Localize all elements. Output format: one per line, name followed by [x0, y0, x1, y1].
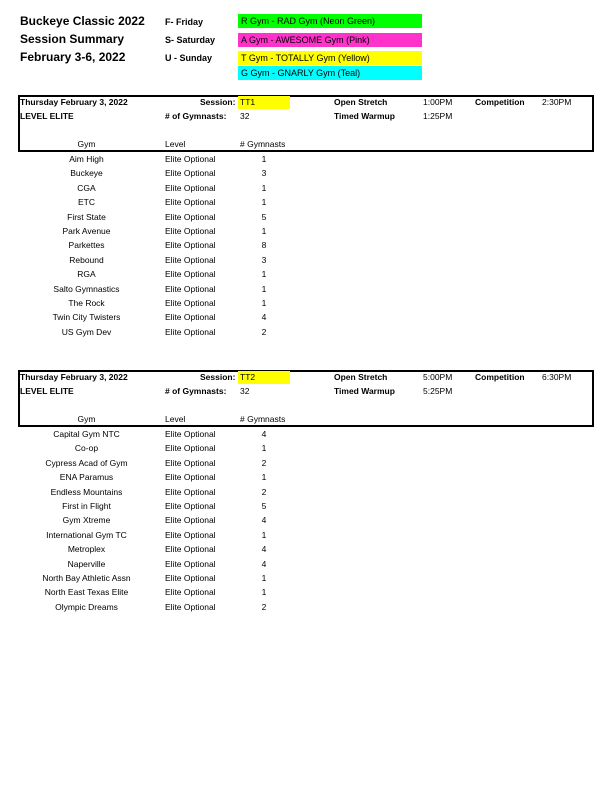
gym-name: Olympic Dreams — [55, 601, 118, 612]
gymnast-count: 1 — [261, 298, 267, 308]
gymnast-count: 4 — [261, 544, 267, 555]
open-stretch-time: 1:00PM — [423, 97, 453, 107]
gymnast-count: 5 — [261, 211, 267, 222]
competition-label: Competition — [475, 97, 525, 107]
level-value: Elite Optional — [165, 573, 216, 583]
gymnast-count: 1 — [261, 573, 267, 583]
level-value: Elite Optional — [165, 226, 216, 236]
level-value: Elite Optional — [165, 283, 216, 294]
gym-name: Naperville — [67, 558, 106, 569]
day-code-sunday: U - Sunday — [165, 53, 213, 63]
level-value: Elite Optional — [165, 312, 216, 323]
column-header-gym: Gym — [77, 139, 96, 149]
gym-name: North Bay Athletic Assn — [42, 573, 131, 583]
level-value: Elite Optional — [165, 501, 216, 511]
legend-totally-gym: T Gym - TOTALLY Gym (Yellow) — [238, 51, 422, 65]
level-value: Elite Optional — [165, 457, 216, 468]
competition-label: Competition — [475, 372, 525, 382]
session-level: LEVEL ELITE — [20, 111, 74, 121]
session-label: Session: — [200, 372, 236, 382]
level-value: Elite Optional — [165, 601, 216, 612]
gymnast-count: 4 — [261, 515, 267, 526]
title-dates: February 3-6, 2022 — [20, 50, 126, 64]
table-row — [18, 472, 594, 486]
table-row — [18, 573, 594, 587]
timed-warmup-time: 5:25PM — [423, 386, 453, 396]
table-row — [18, 269, 594, 283]
level-value: Elite Optional — [165, 211, 216, 222]
table-row — [18, 602, 594, 616]
gymnast-count: 1 — [261, 443, 267, 454]
gym-name: Parkettes — [68, 240, 105, 251]
gym-name: CGA — [77, 182, 96, 193]
gym-name: The Rock — [68, 298, 105, 308]
table-row — [18, 559, 594, 573]
gymnast-count: 1 — [261, 154, 267, 164]
day-code-saturday: S- Saturday — [165, 35, 216, 45]
table-row — [18, 501, 594, 515]
gymnast-count: 5 — [261, 501, 267, 511]
table-row — [18, 458, 594, 472]
table-row — [18, 255, 594, 269]
gym-name: North East Texas Elite — [44, 587, 129, 598]
gym-name: Salto Gymnastics — [53, 283, 120, 294]
level-value: Elite Optional — [165, 443, 216, 454]
table-row — [18, 544, 594, 558]
gymnast-count: 4 — [261, 312, 267, 323]
session-code: TT1 — [238, 96, 290, 109]
level-value: Elite Optional — [165, 472, 216, 483]
table-row — [18, 487, 594, 501]
gymnasts-label: # of Gymnasts: — [165, 111, 227, 121]
level-value: Elite Optional — [165, 587, 216, 598]
column-header-count: # Gymnasts — [240, 139, 286, 149]
gymnast-count: 1 — [261, 226, 267, 236]
table-row — [18, 443, 594, 457]
session-code: TT2 — [238, 371, 290, 384]
level-value: Elite Optional — [165, 197, 216, 208]
title-event: Buckeye Classic 2022 — [20, 14, 145, 28]
gymnast-count: 3 — [261, 168, 267, 179]
column-header-count: # Gymnasts — [240, 414, 286, 424]
level-value: Elite Optional — [165, 269, 216, 280]
gymnast-count: 2 — [261, 601, 267, 612]
column-header-level: Level — [165, 414, 186, 424]
session-level: LEVEL ELITE — [20, 386, 74, 396]
level-value: Elite Optional — [165, 515, 216, 526]
gymnast-count: 1 — [261, 182, 267, 193]
competition-time: 2:30PM — [542, 97, 572, 107]
gymnasts-count: 32 — [240, 111, 250, 121]
legend-awesome-gym: A Gym - AWESOME Gym (Pink) — [238, 33, 422, 47]
table-row — [18, 226, 594, 240]
gym-name: Capital Gym NTC — [53, 429, 120, 439]
session-label: Session: — [200, 97, 236, 107]
open-stretch-time: 5:00PM — [423, 372, 453, 382]
gym-name: ETC — [78, 197, 95, 208]
table-row — [18, 284, 594, 298]
level-value: Elite Optional — [165, 240, 216, 251]
title-subtitle: Session Summary — [20, 32, 125, 46]
table-row — [18, 197, 594, 211]
gym-name: Co-op — [74, 443, 99, 454]
gym-name: Twin City Twisters — [52, 312, 121, 323]
gym-name: Metroplex — [67, 544, 106, 555]
gymnast-count: 1 — [261, 587, 267, 598]
gym-name: US Gym Dev — [61, 326, 112, 337]
gymnast-count: 2 — [261, 486, 267, 497]
table-row — [18, 327, 594, 341]
level-value: Elite Optional — [165, 326, 216, 337]
gym-name: First in Flight — [62, 501, 111, 511]
gym-name: Cypress Acad of Gym — [45, 457, 128, 468]
gym-name: First State — [67, 211, 106, 222]
level-value: Elite Optional — [165, 529, 216, 540]
day-code-friday: F- Friday — [165, 17, 204, 27]
open-stretch-label: Open Stretch — [334, 372, 388, 382]
level-value: Elite Optional — [165, 429, 216, 439]
gym-name: Rebound — [69, 254, 104, 265]
table-row — [18, 587, 594, 601]
gym-name: Endless Mountains — [50, 486, 123, 497]
gymnast-count: 1 — [261, 529, 267, 540]
table-row — [18, 429, 594, 443]
level-value: Elite Optional — [165, 544, 216, 555]
timed-warmup-label: Timed Warmup — [334, 386, 395, 396]
session-date: Thursday February 3, 2022 — [20, 372, 128, 382]
gymnast-count: 4 — [261, 429, 267, 439]
gym-name: RGA — [77, 269, 96, 280]
table-row — [18, 168, 594, 182]
table-row — [18, 312, 594, 326]
table-row — [18, 530, 594, 544]
timed-warmup-label: Timed Warmup — [334, 111, 395, 121]
legend-rad-gym: R Gym - RAD Gym (Neon Green) — [238, 14, 422, 28]
table-row — [18, 183, 594, 197]
table-row — [18, 298, 594, 312]
gymnast-count: 1 — [261, 197, 267, 208]
table-row — [18, 154, 594, 168]
column-header-level: Level — [165, 139, 186, 149]
gym-name: Aim High — [69, 154, 104, 164]
gym-name: ENA Paramus — [59, 472, 114, 483]
gymnast-count: 2 — [261, 457, 267, 468]
level-value: Elite Optional — [165, 254, 216, 265]
open-stretch-label: Open Stretch — [334, 97, 388, 107]
gymnast-count: 2 — [261, 326, 267, 337]
session-date: Thursday February 3, 2022 — [20, 97, 128, 107]
gym-name: Buckeye — [70, 168, 103, 179]
level-value: Elite Optional — [165, 154, 216, 164]
gymnast-count: 1 — [261, 472, 267, 483]
level-value: Elite Optional — [165, 168, 216, 179]
timed-warmup-time: 1:25PM — [423, 111, 453, 121]
level-value: Elite Optional — [165, 486, 216, 497]
table-row — [18, 212, 594, 226]
gymnasts-label: # of Gymnasts: — [165, 386, 227, 396]
gymnast-count: 8 — [261, 240, 267, 251]
table-row — [18, 515, 594, 529]
gymnast-count: 1 — [261, 269, 267, 280]
gym-name: Park Avenue — [62, 226, 111, 236]
gymnasts-count: 32 — [240, 386, 250, 396]
gymnast-count: 4 — [261, 558, 267, 569]
level-value: Elite Optional — [165, 558, 216, 569]
competition-time: 6:30PM — [542, 372, 572, 382]
gym-name: Gym Xtreme — [62, 515, 111, 526]
level-value: Elite Optional — [165, 182, 216, 193]
gymnast-count: 1 — [261, 283, 267, 294]
column-header-gym: Gym — [77, 414, 96, 424]
level-value: Elite Optional — [165, 298, 216, 308]
gym-name: International Gym TC — [46, 529, 127, 540]
gymnast-count: 3 — [261, 254, 267, 265]
table-row — [18, 240, 594, 254]
legend-gnarly-gym: G Gym - GNARLY Gym (Teal) — [238, 66, 422, 80]
